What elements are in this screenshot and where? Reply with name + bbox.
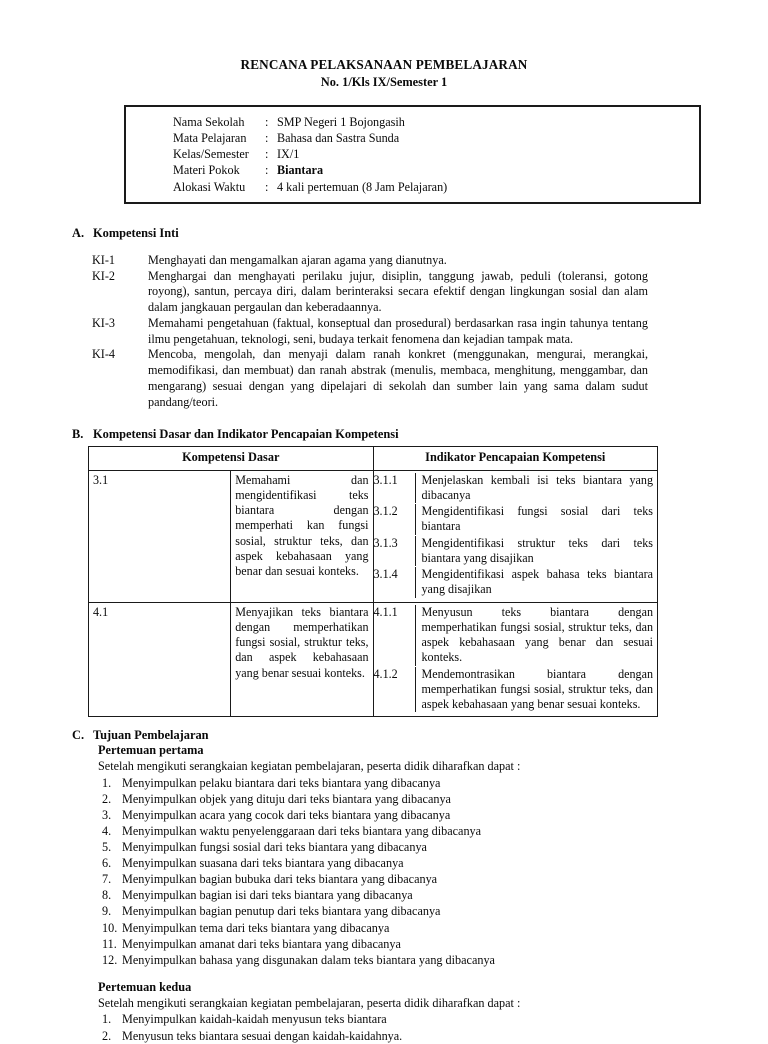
list-item-text: Menyimpulkan kaidah-kaidah menyusun teks biantara: [122, 1012, 387, 1027]
list-item-marker: 2.: [102, 1028, 112, 1043]
pertemuan-kedua-list: [98, 1011, 706, 1043]
indikator-code: 3.1.3: [374, 536, 416, 566]
kompetensi-inti-text: Menghayati dan mengamalkan ajaran agama yang dianutnya.: [148, 252, 447, 267]
identity-value: IX/1: [277, 147, 300, 162]
identity-value: SMP Negeri 1 Bojongasih: [277, 114, 405, 129]
list-item: [98, 952, 706, 968]
page-title: RENCANA PELAKSANAAN PEMBELAJARAN: [240, 57, 528, 72]
identity-separator: :: [265, 179, 269, 194]
list-item-marker: 1.: [102, 1012, 112, 1027]
indikator-cell: [373, 470, 658, 602]
list-item-text: Menyimpulkan acara yang cocok dari teks biantara yang dibacanya: [122, 808, 451, 823]
list-item-marker: 6.: [102, 856, 112, 871]
indikator-code: 4.1.2: [374, 667, 416, 713]
section-a-heading: [72, 226, 706, 241]
identity-separator: :: [265, 147, 269, 162]
section-c-letter: C.: [72, 728, 85, 743]
list-item: [98, 823, 706, 839]
indikator-text: Mendemontrasikan biantara dengan memperhatikan fungsi sosial, struktur teks, dan aspek kebahasaan yang benar sesuai konteks.: [421, 666, 653, 711]
list-item-marker: 12.: [102, 952, 118, 967]
indikator-item: [374, 667, 654, 713]
section-a-title: Kompetensi Inti: [93, 225, 179, 240]
list-item-text: Menyimpulkan tema dari teks biantara yang dibacanya: [122, 920, 390, 935]
list-item: [98, 903, 706, 919]
identity-value: Bahasa dan Sastra Sunda: [277, 131, 400, 146]
indikator-code: 3.1.2: [374, 504, 416, 534]
indikator-code: 4.1.1: [374, 605, 416, 666]
indikator-item: [374, 504, 654, 534]
identity-label: Nama Sekolah: [173, 114, 245, 129]
kd-text-cell: [231, 602, 373, 717]
list-item-text: Menyimpulkan amanat dari teks biantara yang dibacanya: [122, 936, 401, 951]
indikator-cell: [373, 602, 658, 717]
indikator-code: 3.1.4: [374, 567, 416, 597]
identity-row: [126, 162, 699, 178]
identity-box: [124, 105, 701, 204]
indikator-group: [374, 603, 658, 717]
identity-row: [126, 130, 699, 146]
identity-label: Kelas/Semester: [173, 147, 249, 162]
indikator-text: Mengidentifikasi aspek bahasa teks biantara yang disajikan: [421, 567, 653, 597]
list-item-marker: 4.: [102, 824, 112, 839]
pertemuan-kedua-heading: Pertemuan kedua: [98, 979, 192, 994]
list-item: [98, 775, 706, 791]
kompetensi-inti-text: Menghargai dan menghayati perilaku jujur, disiplin, tanggung jawab, peduli (toleransi, gotong royong), santun, percaya diri, dalam berinteraksi secara efektif dengan lingkungan sosial dan alam dalam jangkauan pergaulan dan keberadaannya.: [148, 268, 648, 315]
table-row: [89, 470, 658, 602]
kd-code-cell: 3.1: [89, 470, 231, 602]
identity-separator: :: [265, 114, 269, 129]
list-item: [98, 920, 706, 936]
kompetensi-dasar-table: [88, 446, 658, 717]
spacer: [98, 968, 706, 980]
list-item-marker: 10.: [102, 920, 118, 935]
kompetensi-inti-item: [92, 347, 648, 410]
kompetensi-inti-text: Mencoba, mengolah, dan menyaji dalam ranah konkret (menggunakan, mengurai, merangkai, memodifikasi, dan membuat) dan ranah abstrak (menulis, membaca, menghitung, menggambar, dan mengarang) sesuai dengan yang dipelajari di sekolah dan sumber lain yang sama dalam sudut pandang/teori.: [148, 347, 648, 409]
tujuan-pembelajaran-body: [98, 743, 706, 1043]
indikator-item: [374, 536, 654, 566]
pertemuan-pertama-list: [98, 775, 706, 968]
list-item-marker: 9.: [102, 904, 112, 919]
list-item-text: Menyimpulkan bahasa yang disgunakan dalam teks biantara yang dibacanya: [122, 952, 495, 967]
kompetensi-inti-code: KI-1: [92, 252, 116, 267]
list-item-text: Menyimpulkan bagian penutup dari teks biantara yang dibacanya: [122, 904, 441, 919]
list-item-text: Menyusun teks biantara sesuai dengan kaidah-kaidahnya.: [122, 1028, 403, 1043]
identity-label: Alokasi Waktu: [173, 179, 246, 194]
list-item-marker: 5.: [102, 840, 112, 855]
identity-row: [126, 179, 699, 195]
column-header-kompetensi-dasar: Kompetensi Dasar: [89, 447, 374, 470]
indikator-group: [374, 471, 658, 602]
indikator-text: Mengidentifikasi struktur teks dari teks biantara yang disajikan: [421, 535, 653, 565]
kd-code-cell: 4.1: [89, 602, 231, 717]
list-item-marker: 11.: [102, 936, 117, 951]
list-item-text: Menyimpulkan suasana dari teks biantara yang dibacanya: [122, 856, 404, 871]
list-item-text: Menyimpulkan pelaku biantara dari teks biantara yang dibacanya: [122, 776, 441, 791]
list-item-marker: 8.: [102, 888, 112, 903]
indikator-code: 3.1.1: [374, 473, 416, 503]
pertemuan-pertama-intro: Setelah mengikuti serangkaian kegiatan pembelajaran, peserta didik diharafkan dapat :: [98, 759, 521, 774]
kompetensi-inti-item: [92, 269, 648, 316]
section-b-heading: [72, 427, 706, 442]
table-header: [89, 447, 658, 470]
page-subtitle: No. 1/Kls IX/Semester 1: [320, 75, 448, 90]
list-item: [98, 855, 706, 871]
identity-separator: :: [265, 131, 269, 146]
kompetensi-inti-code: KI-2: [92, 268, 116, 283]
section-c-title: Tujuan Pembelajaran: [93, 728, 209, 743]
pertemuan-kedua-intro: Setelah mengikuti serangkaian kegiatan pembelajaran, peserta didik diharafkan dapat :: [98, 995, 521, 1010]
list-item: [98, 871, 706, 887]
list-item-text: Menyimpulkan bagian isi dari teks biantara yang dibacanya: [122, 888, 413, 903]
section-b-title: Kompetensi Dasar dan Indikator Pencapaian Kompetensi: [93, 427, 399, 442]
kompetensi-inti-text: Memahami pengetahuan (faktual, konseptual dan prosedural) berdasarkan rasa ingin tahunya tentang ilmu pengetahuan, teknologi, seni, budaya terkait fenomena dan kejadian tampak mata.: [148, 315, 648, 346]
list-item-marker: 7.: [102, 872, 112, 887]
list-item: [98, 936, 706, 952]
section-c-heading: [72, 728, 706, 743]
table-body: [89, 470, 658, 717]
list-item: [98, 807, 706, 823]
list-item-text: Menyimpulkan bagian bubuka dari teks biantara yang dibacanya: [122, 872, 438, 887]
kd-text: Menyajikan teks biantara dengan memperhatikan fungsi sosial, struktur teks, dan aspek kebahasaan yang benar sesuai konteks.: [235, 604, 369, 680]
indikator-text: Menjelaskan kembali isi teks biantara yang dibacanya: [421, 472, 653, 502]
list-item: [98, 887, 706, 903]
indikator-text: Mengidentifikasi fungsi sosial dari teks biantara: [421, 504, 653, 534]
kd-text: Memahami dan mengidentifikasi teks biantara dengan memperhati kan fungsi sosial, struktur teks, dan aspek kebahasaan yang benar dan sesuai konteks.: [235, 472, 369, 579]
kompetensi-inti-list: [62, 253, 706, 410]
table-row: [89, 602, 658, 717]
section-a-letter: A.: [72, 225, 85, 240]
identity-row: [126, 146, 699, 162]
table-header-row: [89, 447, 658, 470]
indikator-item: [374, 567, 654, 597]
identity-row: [126, 114, 699, 130]
indikator-text: Menyusun teks biantara dengan memperhatikan fungsi sosial, struktur teks, dan aspek kebahasaan yang benar dan sesuai konteks.: [421, 604, 653, 665]
list-item-text: Menyimpulkan fungsi sosial dari teks biantara yang dibacanya: [122, 840, 427, 855]
list-item-marker: 1.: [102, 776, 112, 791]
list-item: [98, 791, 706, 807]
indikator-item: [374, 605, 654, 666]
column-header-indikator: Indikator Pencapaian Kompetensi: [373, 447, 658, 470]
kompetensi-inti-item: [92, 253, 648, 269]
list-item-marker: 3.: [102, 808, 112, 823]
identity-separator: :: [265, 163, 269, 178]
indikator-item: [374, 473, 654, 503]
kd-text-cell: [231, 470, 373, 602]
list-item: [98, 839, 706, 855]
kompetensi-inti-code: KI-3: [92, 315, 116, 330]
list-item-marker: 2.: [102, 792, 112, 807]
section-b-letter: B.: [72, 427, 84, 442]
list-item: [98, 1011, 706, 1027]
identity-value: 4 kali pertemuan (8 Jam Pelajaran): [277, 179, 448, 194]
kompetensi-inti-item: [92, 316, 648, 347]
identity-value: Biantara: [277, 163, 324, 178]
identity-label: Mata Pelajaran: [173, 131, 247, 146]
list-item-text: Menyimpulkan objek yang dituju dari teks biantara yang dibacanya: [122, 792, 451, 807]
kompetensi-inti-code: KI-4: [92, 347, 116, 362]
identity-label: Materi Pokok: [173, 163, 240, 178]
pertemuan-pertama-heading: Pertemuan pertama: [98, 743, 204, 758]
list-item-text: Menyimpulkan waktu penyelenggaraan dari teks biantara yang dibacanya: [122, 824, 482, 839]
list-item: [98, 1028, 706, 1044]
